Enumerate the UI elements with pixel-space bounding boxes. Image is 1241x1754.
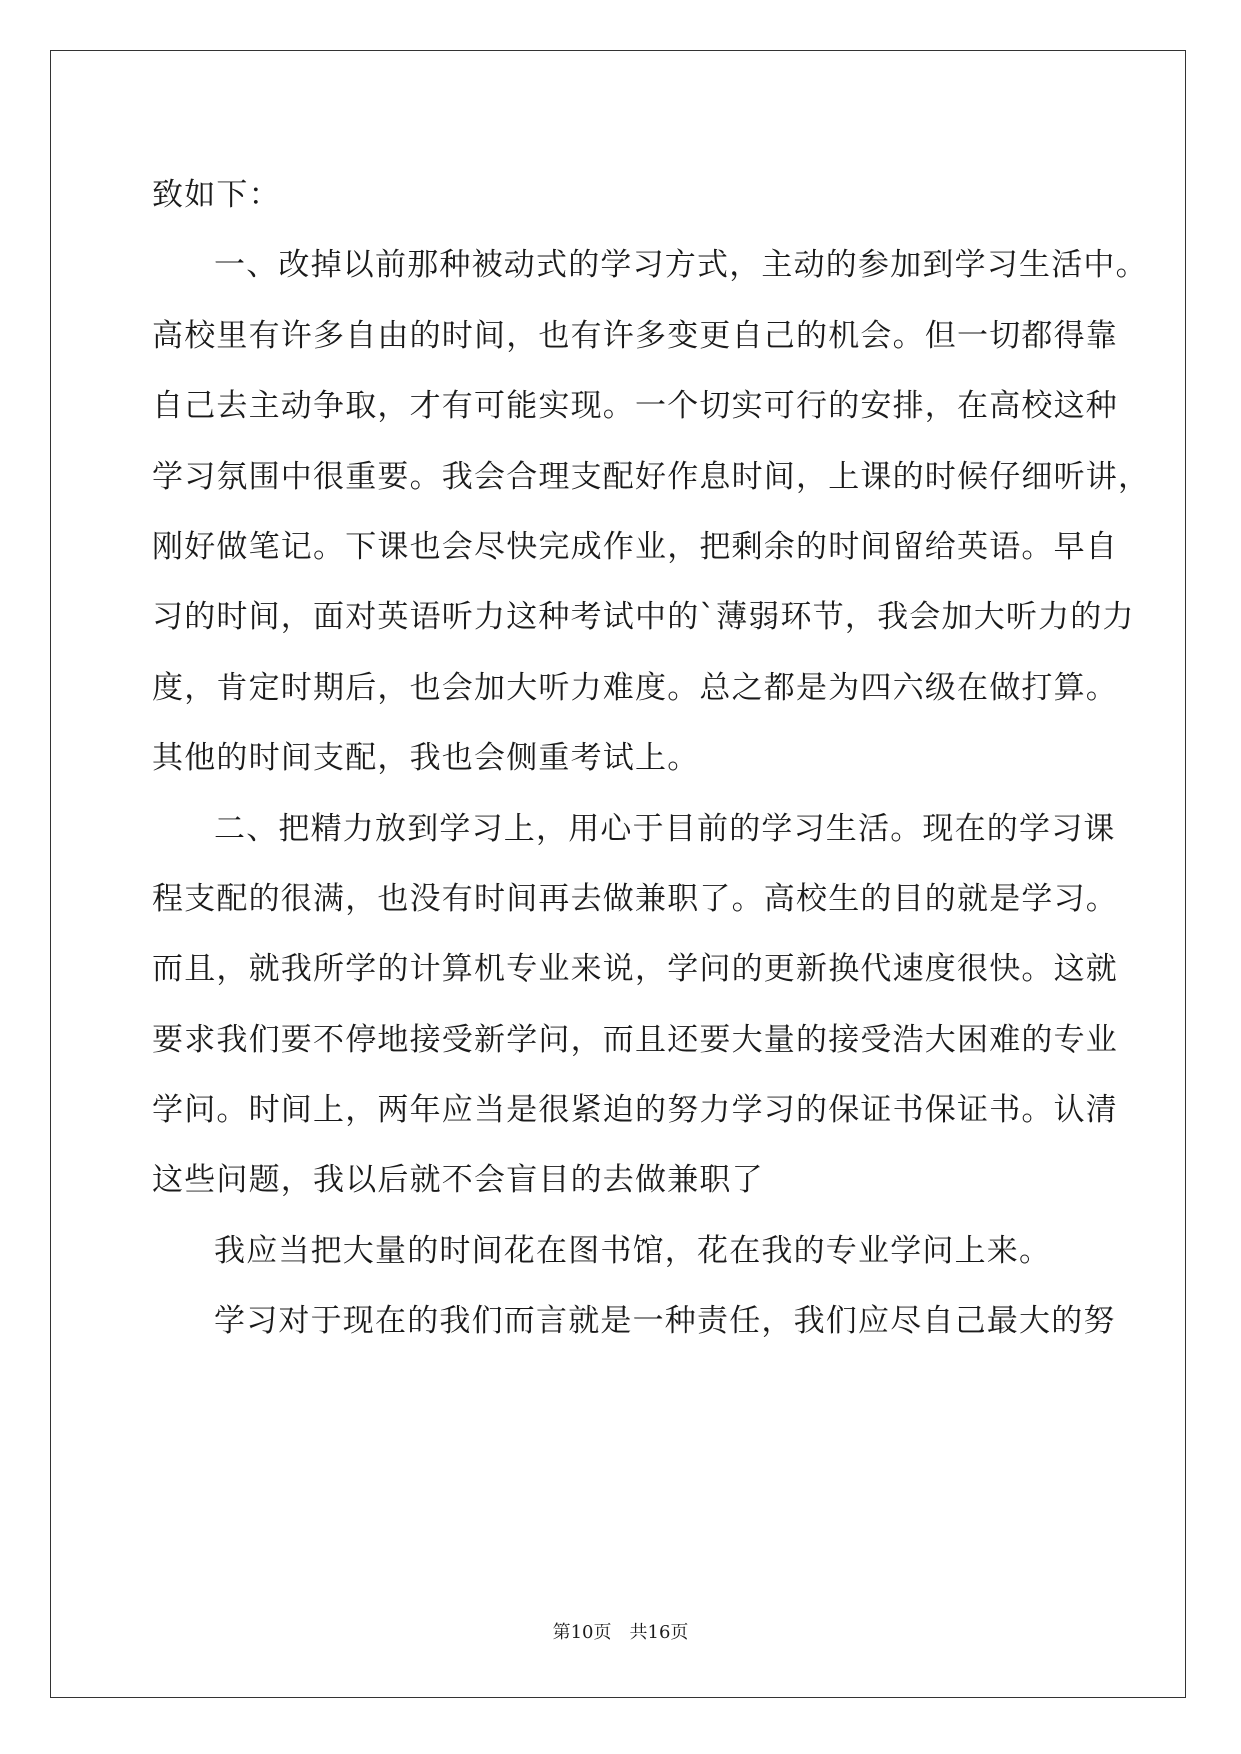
text-line: 致如下： <box>152 177 281 213</box>
text-line: 刚好做笔记。下课也会尽快完成作业，把剩余的时间留给英语。早自 <box>152 528 1118 565</box>
text-line: 高校里有许多自由的时间，也有许多变更自己的机会。但一切都得靠 <box>152 317 1118 354</box>
page-total: 共16页 <box>629 1622 689 1643</box>
text-line: 二、把精力放到学习上，用心于目前的学习生活。现在的学习课 <box>214 810 1116 847</box>
text-line: 我应当把大量的时间花在图书馆，花在我的专业学问上来。 <box>214 1232 1052 1269</box>
text-line: 一、改掉以前那种被动式的学习方式，主动的参加到学习生活中。 <box>214 247 1148 284</box>
text-line: 度，肯定时期后，也会加大听力难度。总之都是为四六级在做打算。 <box>152 669 1118 706</box>
document-body <box>152 160 1151 1357</box>
page-footer <box>0 1618 1241 1644</box>
text-line: 要求我们要不停地接受新学问，而且还要大量的接受浩大困难的专业 <box>152 1021 1118 1058</box>
text-line: 学问。时间上，两年应当是很紧迫的努力学习的保证书保证书。认清 <box>152 1092 1118 1129</box>
page-number: 第10页 <box>552 1622 612 1643</box>
text-line: 程支配的很满，也没有时间再去做兼职了。高校生的目的就是学习。 <box>152 880 1118 917</box>
text-line: 习的时间，面对英语听力这种考试中的`薄弱环节，我会加大听力的力 <box>152 599 1135 636</box>
text-line: 其他的时间支配，我也会侧重考试上。 <box>152 740 700 777</box>
text-line: 学习对于现在的我们而言就是一种责任，我们应尽自己最大的努 <box>214 1303 1116 1340</box>
text-line: 这些问题，我以后就不会盲目的去做兼职了 <box>152 1162 764 1199</box>
text-line: 自己去主动争取，才有可能实现。一个切实可行的安排，在高校这种 <box>152 388 1118 425</box>
text-line: 而且，就我所学的计算机专业来说，学问的更新换代速度很快。这就 <box>152 951 1118 988</box>
text-line: 学习氛围中很重要。我会合理支配好作息时间，上课的时候仔细听讲， <box>152 458 1151 495</box>
